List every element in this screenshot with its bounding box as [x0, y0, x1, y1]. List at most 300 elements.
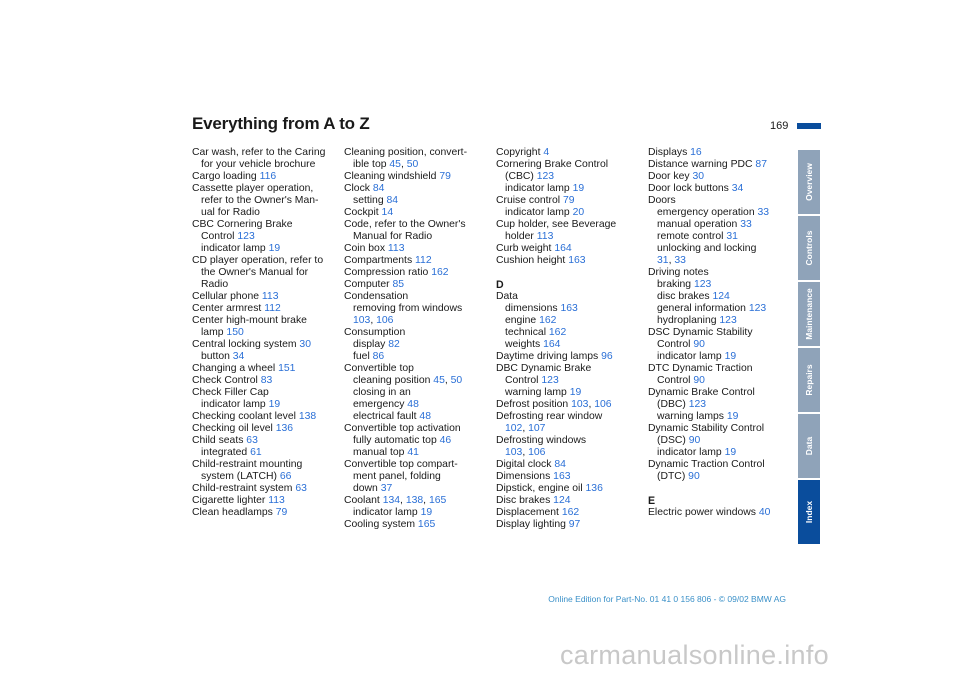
page-reference-link[interactable]: 85 [392, 279, 405, 290]
index-entry-text: Cruise control [496, 195, 563, 206]
index-entry-text: Dynamic Stability Control [648, 423, 765, 434]
index-subentry [344, 399, 494, 411]
page-reference-link[interactable]: 84 [372, 183, 385, 194]
index-entry [496, 411, 646, 423]
page-reference-link[interactable]: 33 [674, 255, 686, 266]
index-entry-text: ual for Radio [201, 207, 260, 218]
page-reference-link[interactable]: 4 [543, 147, 550, 158]
index-entry-text: Dynamic Brake Control [648, 387, 755, 398]
page-reference-link[interactable]: 136 [585, 483, 603, 494]
page-reference-link[interactable]: 151 [278, 363, 296, 374]
index-entry-text: Copyright [496, 147, 544, 158]
page-reference-link[interactable]: 46 [439, 435, 452, 446]
page-reference-link[interactable]: 106 [594, 399, 612, 410]
index-entry-text: Check Filler Cap [192, 387, 269, 398]
page-reference-link[interactable]: 61 [250, 447, 262, 458]
page-reference-link[interactable]: 50 [450, 375, 463, 386]
index-entry-text: display [353, 339, 389, 350]
index-subentry [344, 303, 494, 315]
index-subentry [344, 159, 494, 171]
index-entry-text: Dimensions [496, 471, 554, 482]
page-ref-separator: , [400, 495, 406, 506]
page-reference-link[interactable]: 162 [431, 267, 449, 278]
index-subentry [192, 471, 342, 483]
page-reference-link[interactable]: 106 [376, 315, 394, 326]
index-entry-text: Control [657, 339, 694, 350]
index-entry-text: indicator lamp [505, 207, 573, 218]
index-entry-text: Code, refer to the Owner's [344, 219, 466, 230]
page-reference-link[interactable]: 138 [405, 495, 424, 506]
index-entry [496, 219, 646, 231]
page-reference-link[interactable]: 31 [726, 231, 738, 242]
index-entry-text: CD player operation, refer to [192, 255, 324, 266]
index-subentry [344, 351, 494, 363]
page-ref-separator: , [522, 447, 529, 458]
index-subentry [648, 243, 798, 255]
index-entry-text: Dynamic Traction Control [648, 459, 765, 470]
page-reference-link[interactable]: 20 [572, 207, 585, 218]
index-entry-text: Defrost position [496, 399, 572, 410]
page-reference-link[interactable]: 48 [407, 399, 419, 410]
index-entry [344, 423, 494, 435]
index-entry-text: (DBC) [657, 399, 689, 410]
index-entry [648, 459, 798, 471]
page-reference-link[interactable]: 31 [657, 255, 669, 266]
section-tab-repairs[interactable] [798, 348, 820, 412]
index-entry [496, 459, 646, 471]
index-entry-text: Cellular phone [192, 291, 262, 302]
index-entry-text: Central locking system [192, 339, 300, 350]
index-subentry [192, 447, 342, 459]
index-entry-text: (DTC) [657, 471, 689, 482]
index-entry [192, 495, 342, 507]
index-subentry [496, 171, 646, 183]
page-reference-link[interactable]: 90 [688, 471, 700, 482]
index-entry [192, 459, 342, 471]
page-reference-link[interactable]: 113 [536, 231, 554, 242]
page-ref-separator: , [668, 255, 675, 266]
page-reference-link[interactable]: 138 [298, 411, 317, 422]
index-entry [496, 363, 646, 375]
index-entry-text: Defrosting windows [496, 435, 587, 446]
index-subentry [344, 483, 494, 495]
page-reference-link[interactable]: 90 [693, 339, 705, 350]
page-reference-link[interactable]: 84 [554, 459, 566, 470]
page-reference-link[interactable]: 162 [561, 507, 580, 518]
index-entry-text: refer to the Owner's Man- [201, 195, 319, 206]
index-entry-text: Cup holder, see Beverage [496, 219, 617, 230]
index-entry-text: Computer [344, 279, 393, 290]
section-tab-maintenance[interactable] [798, 282, 820, 346]
section-tab-label: Controls [804, 230, 814, 266]
index-subentry [496, 423, 646, 435]
index-entry [344, 459, 494, 471]
index-entry-text: remote control [657, 231, 727, 242]
page-reference-link[interactable]: 19 [420, 507, 433, 518]
page-ref-separator: , [522, 423, 529, 434]
section-tab-label: Maintenance [804, 288, 814, 340]
page-reference-link[interactable]: 123 [748, 303, 767, 314]
index-entry-text: manual operation [657, 219, 741, 230]
page-reference-link[interactable]: 163 [560, 303, 578, 314]
page-reference-link[interactable]: 113 [261, 291, 279, 302]
page-reference-link[interactable]: 19 [572, 183, 585, 194]
index-entry-text: Control [505, 375, 542, 386]
page-reference-link[interactable]: 163 [553, 471, 571, 482]
index-subentry [648, 255, 798, 267]
page-reference-link[interactable]: 48 [419, 411, 431, 422]
page-reference-link[interactable]: 86 [372, 351, 385, 362]
page-reference-link[interactable]: 103 [353, 315, 371, 326]
index-subentry [192, 159, 342, 171]
page-reference-link[interactable]: 14 [381, 207, 394, 218]
index-entry [192, 411, 342, 423]
page-reference-link[interactable]: 41 [407, 447, 419, 458]
index-subentry [648, 411, 798, 423]
page-reference-link[interactable]: 19 [569, 387, 582, 398]
index-entry [192, 303, 342, 315]
index-subentry [648, 339, 798, 351]
index-entry [496, 471, 646, 483]
index-entry [344, 171, 494, 183]
index-subentry [496, 183, 646, 195]
index-entry-text: Manual for Radio [353, 231, 433, 242]
index-entry [648, 327, 798, 339]
page-ref-separator: , [444, 375, 451, 386]
index-entry-text: integrated [201, 447, 251, 458]
section-tab-label: Index [804, 500, 814, 524]
page-reference-link[interactable]: 116 [259, 171, 277, 182]
index-subentry [192, 195, 342, 207]
index-entry-text: weights [505, 339, 544, 350]
index-entry-text: removing from windows [353, 303, 463, 314]
page-reference-link[interactable]: 134 [382, 495, 401, 506]
page-reference-link[interactable]: 123 [719, 315, 737, 326]
index-entry-text: Cushion height [496, 255, 569, 266]
page-reference-link[interactable]: 112 [264, 303, 281, 314]
index-entry [496, 255, 646, 267]
index-entry [496, 195, 646, 207]
index-subentry [648, 351, 798, 363]
index-entry-text: indicator lamp [657, 447, 725, 458]
section-tab-data[interactable] [798, 414, 820, 478]
index-entry-text: Consumption [344, 327, 406, 338]
index-entry-text: Child-restraint mounting [192, 459, 303, 470]
page-reference-link[interactable]: 106 [528, 447, 546, 458]
index-entry-text: Electric power windows [648, 507, 759, 518]
index-subentry [648, 303, 798, 315]
index-subentry [496, 303, 646, 315]
index-entry-text: closing in an [353, 387, 411, 398]
index-entry [344, 291, 494, 303]
index-entry [192, 183, 342, 195]
page-reference-link[interactable]: 123 [693, 279, 712, 290]
page-reference-link[interactable]: 123 [536, 171, 555, 182]
page-reference-link[interactable]: 66 [279, 471, 292, 482]
section-tab-label: Repairs [804, 364, 814, 396]
index-entry-text: ible top [353, 159, 390, 170]
page-reference-link[interactable]: 83 [260, 375, 273, 386]
index-entry-text: emergency [353, 399, 408, 410]
page-reference-link[interactable]: 79 [563, 195, 575, 206]
section-tab-overview[interactable] [798, 150, 820, 214]
index-entry [344, 363, 494, 375]
index-subentry [496, 447, 646, 459]
index-entry-text: Cornering Brake Control [496, 159, 609, 170]
page-reference-link[interactable]: 63 [295, 483, 307, 494]
index-entry-text: Curb weight [496, 243, 555, 254]
page-reference-link[interactable]: 19 [724, 351, 737, 362]
section-tab-controls[interactable] [798, 216, 820, 280]
page-number-bar [797, 123, 821, 129]
index-subentry [648, 399, 798, 411]
index-entry [648, 363, 798, 375]
index-entry-text: system (LATCH) [201, 471, 280, 482]
index-entry-text: dimensions [505, 303, 561, 314]
index-entry [344, 255, 494, 267]
index-subentry [496, 387, 646, 399]
footer-edition-note: Online Edition for Part-No. 01 41 0 156 806 - © 09/02 BMW AG [548, 594, 786, 604]
index-entry-text: engine [505, 315, 540, 326]
index-entry-text: indicator lamp [201, 243, 269, 254]
page-reference-link[interactable]: 90 [688, 435, 701, 446]
page-reference-link[interactable]: 102 [505, 423, 523, 434]
index-entry [648, 387, 798, 399]
page-reference-link[interactable]: 16 [690, 147, 702, 158]
index-entry-text: Dipstick, engine oil [496, 483, 586, 494]
section-tab-label: Data [804, 436, 814, 456]
index-entry-text: down [353, 483, 381, 494]
index-entry-text: Clean headlamps [192, 507, 276, 518]
index-entry-text: braking [657, 279, 694, 290]
index-entry [192, 375, 342, 387]
page-reference-link[interactable]: 45 [389, 159, 401, 170]
index-entry-text: unlocking and locking [657, 243, 757, 254]
index-subentry [496, 207, 646, 219]
index-entry-text: Convertible top compart- [344, 459, 458, 470]
index-entry-text: Distance warning PDC [648, 159, 756, 170]
page-reference-link[interactable]: 162 [539, 315, 557, 326]
index-entry [192, 219, 342, 231]
index-entry-text: Driving notes [648, 267, 709, 278]
page-reference-link[interactable]: 19 [724, 447, 737, 458]
index-subentry [192, 327, 342, 339]
page-reference-link[interactable]: 30 [692, 171, 705, 182]
index-entry-text: Doors [648, 195, 676, 206]
index-entry [496, 483, 646, 495]
page-reference-link[interactable]: 19 [268, 243, 281, 254]
index-entry-text: Changing a wheel [192, 363, 279, 374]
index-subentry [648, 291, 798, 303]
index-letter-heading: D [496, 279, 504, 291]
page-reference-link[interactable]: 150 [226, 327, 244, 338]
index-entry [344, 327, 494, 339]
index-entry-text: Radio [201, 279, 229, 290]
index-subentry [344, 375, 494, 387]
watermark: carmanualsonline.info [560, 640, 829, 670]
index-entry-text: electrical fault [353, 411, 420, 422]
index-subentry [648, 375, 798, 387]
index-entry [648, 507, 798, 519]
page-reference-link[interactable]: 103 [505, 447, 523, 458]
index-entry-text: lamp [201, 327, 227, 338]
page-reference-link[interactable]: 107 [528, 423, 546, 434]
index-entry-text: disc brakes [657, 291, 713, 302]
page-reference-link[interactable]: 82 [388, 339, 400, 350]
index-entry-text: for your vehicle brochure [201, 159, 316, 170]
page-reference-link[interactable]: 63 [246, 435, 258, 446]
index-entry-text: indicator lamp [657, 351, 725, 362]
page-reference-link[interactable]: 90 [693, 375, 705, 386]
page-reference-link[interactable]: 136 [275, 423, 294, 434]
index-entry [192, 255, 342, 267]
index-entry [648, 195, 798, 207]
page-reference-link[interactable]: 34 [731, 183, 744, 194]
index-entry-text: Disc brakes [496, 495, 554, 506]
index-subentry [192, 279, 342, 291]
index-letter-heading: E [648, 495, 656, 507]
index-entry [496, 435, 646, 447]
index-entry [496, 495, 646, 507]
index-entry-text: Car wash, refer to the Caring [192, 147, 326, 158]
index-subentry [344, 471, 494, 483]
index-subentry [344, 339, 494, 351]
index-entry [496, 507, 646, 519]
index-entry-text: cleaning position [353, 375, 434, 386]
page-reference-link[interactable]: 79 [275, 507, 288, 518]
page-reference-link[interactable]: 162 [548, 327, 567, 338]
index-entry [648, 159, 798, 171]
index-entry-text: indicator lamp [505, 183, 573, 194]
index-subentry [496, 375, 646, 387]
page-reference-link[interactable]: 19 [268, 399, 281, 410]
page-reference-link[interactable]: 84 [386, 195, 399, 206]
index-subentry [648, 279, 798, 291]
index-entry-text: Center high-mount brake [192, 315, 307, 326]
index-column-3 [496, 147, 646, 531]
index-entry [192, 507, 342, 519]
index-entry [192, 147, 342, 159]
index-entry-text: Coolant [344, 495, 383, 506]
index-entry-text: ment panel, folding [353, 471, 441, 482]
index-entry-text: technical [505, 327, 549, 338]
index-subentry [648, 207, 798, 219]
index-subentry [648, 435, 798, 447]
page-reference-link[interactable]: 163 [568, 255, 586, 266]
index-entry-text: Checking coolant level [192, 411, 299, 422]
page-reference-link[interactable]: 164 [543, 339, 561, 350]
index-entry [344, 519, 494, 531]
page-reference-link[interactable]: 103 [571, 399, 589, 410]
index-entry [496, 291, 646, 303]
index-entry-text: Digital clock [496, 459, 555, 470]
index-entry-text: Check Control [192, 375, 261, 386]
page-reference-link[interactable]: 30 [299, 339, 311, 350]
page-reference-link[interactable]: 50 [406, 159, 419, 170]
index-subentry [496, 339, 646, 351]
index-subentry [648, 219, 798, 231]
page-reference-link[interactable]: 34 [232, 351, 245, 362]
index-entry-text: Cockpit [344, 207, 382, 218]
page-reference-link[interactable]: 164 [554, 243, 572, 254]
page-ref-separator: , [370, 315, 377, 326]
index-entry-text: Center armrest [192, 303, 265, 314]
page-reference-link[interactable]: 165 [417, 519, 436, 530]
index-entry-text: Cooling system [344, 519, 418, 530]
index-entry [496, 243, 646, 255]
section-tab-index[interactable] [798, 480, 820, 544]
page-number: 169 [770, 120, 789, 132]
index-subentry [192, 207, 342, 219]
index-subentry [648, 231, 798, 243]
page-reference-link[interactable]: 96 [601, 351, 613, 362]
page-reference-link[interactable]: 165 [428, 495, 447, 506]
index-subentry [192, 267, 342, 279]
page-reference-link[interactable]: 33 [740, 219, 752, 230]
index-subentry [344, 315, 494, 327]
index-entry [192, 171, 342, 183]
index-entry-text: Coin box [344, 243, 388, 254]
page-reference-link[interactable]: 87 [755, 159, 767, 170]
page-ref-separator: , [588, 399, 595, 410]
page-title: Everything from A to Z [192, 114, 370, 133]
page-reference-link[interactable]: 123 [237, 231, 255, 242]
page-reference-link[interactable]: 124 [553, 495, 571, 506]
index-subentry [192, 351, 342, 363]
index-entry-text: emergency operation [657, 207, 758, 218]
page-reference-link[interactable]: 123 [541, 375, 559, 386]
page-reference-link[interactable]: 113 [387, 243, 405, 254]
index-subentry [344, 507, 494, 519]
index-entry [648, 183, 798, 195]
page-reference-link[interactable]: 19 [726, 411, 739, 422]
index-entry [648, 171, 798, 183]
page-reference-link[interactable]: 124 [712, 291, 730, 302]
index-entry-text: Child seats [192, 435, 247, 446]
page-reference-link[interactable]: 113 [268, 495, 285, 506]
index-subentry [344, 411, 494, 423]
index-entry-text: Compression ratio [344, 267, 432, 278]
page-reference-link[interactable]: 45 [433, 375, 445, 386]
index-entry-text: general information [657, 303, 749, 314]
page-reference-link[interactable]: 79 [439, 171, 451, 182]
index-entry-text: holder [505, 231, 537, 242]
index-entry-text: Display lighting [496, 519, 569, 530]
page-reference-link[interactable]: 40 [758, 507, 771, 518]
index-subentry [344, 447, 494, 459]
index-entry-text: fully automatic top [353, 435, 440, 446]
page-reference-link[interactable]: 33 [757, 207, 770, 218]
index-subentry [344, 195, 494, 207]
index-entry-text: Condensation [344, 291, 409, 302]
page-reference-link[interactable]: 37 [380, 483, 393, 494]
index-subentry [192, 399, 342, 411]
index-column-1 [192, 147, 342, 519]
index-entry [192, 387, 342, 399]
index-entry [344, 495, 494, 507]
index-entry-text: Convertible top activation [344, 423, 461, 434]
index-entry-text: Child-restraint system [192, 483, 296, 494]
index-entry-text: Control [201, 231, 238, 242]
index-subentry [648, 447, 798, 459]
index-entry-text: Clock [344, 183, 373, 194]
index-entry-text: Door key [648, 171, 693, 182]
index-entry [344, 147, 494, 159]
page-reference-link[interactable]: 112 [415, 255, 432, 266]
page-reference-link[interactable]: 123 [688, 399, 707, 410]
index-entry-text: (DSC) [657, 435, 689, 446]
page-reference-link[interactable]: 97 [568, 519, 581, 530]
